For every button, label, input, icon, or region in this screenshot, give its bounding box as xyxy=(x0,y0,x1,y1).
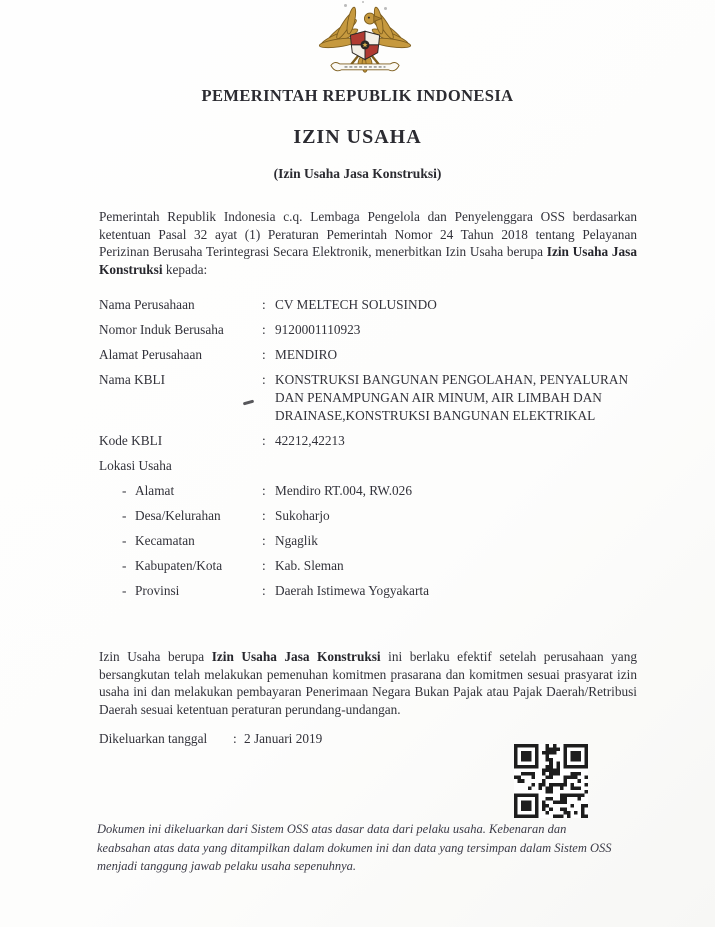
intro-text-post: kepada: xyxy=(162,261,208,277)
field-row-kode-kbli xyxy=(99,432,639,450)
list-dash: - xyxy=(122,483,127,498)
field-colon: : xyxy=(262,433,266,448)
field-colon: : xyxy=(233,731,237,746)
fields-section xyxy=(99,296,639,607)
closing-paragraph xyxy=(99,648,637,718)
issued-date-value: 2 Januari 2019 xyxy=(244,731,323,746)
field-row-nomor-induk-berusaha xyxy=(99,321,639,339)
field-value: KONSTRUKSI BANGUNAN PENGOLAHAN, PENYALURAN DAN PENAMPUNGAN AIR MINUM, AIR LIMBAH DAN DRAINASE,KONSTRUKSI BANGUNAN ELEKTRIKAL xyxy=(275,372,629,423)
field-value: Daerah Istimewa Yogyakarta xyxy=(275,583,429,598)
field-value: 9120001110923 xyxy=(275,322,361,337)
field-row-alamat-perusahaan xyxy=(99,346,639,364)
field-label: Alamat xyxy=(135,483,175,498)
field-colon: : xyxy=(262,583,266,598)
intro-text-bold: Izin Usaha Jasa Konstruksi xyxy=(99,244,637,277)
field-colon: : xyxy=(262,322,266,337)
scan-speck xyxy=(384,7,387,10)
field-colon: : xyxy=(262,372,266,387)
field-colon: : xyxy=(262,558,266,573)
field-label: Nama Perusahaan xyxy=(99,297,195,312)
field-value: Sukoharjo xyxy=(275,508,330,523)
field-value: Ngaglik xyxy=(275,533,318,548)
closing-text-pre: Izin Usaha berupa xyxy=(99,649,212,664)
government-header: PEMERINTAH REPUBLIK INDONESIA xyxy=(201,86,514,105)
field-label: Nomor Induk Berusaha xyxy=(99,322,224,337)
field-colon: : xyxy=(262,347,266,362)
list-dash: - xyxy=(122,558,127,573)
field-colon: : xyxy=(262,297,266,312)
field-value: 42212,42213 xyxy=(275,433,345,448)
location-section-label: Lokasi Usaha xyxy=(99,458,172,473)
closing-text-bold: Izin Usaha Jasa Konstruksi xyxy=(211,649,381,664)
garuda-pancasila-emblem xyxy=(318,2,412,80)
scan-speck xyxy=(362,1,364,3)
field-row-nama-perusahaan xyxy=(99,296,639,314)
list-dash: - xyxy=(122,508,127,523)
issued-date-row xyxy=(99,730,322,748)
document-subtitle: (Izin Usaha Jasa Konstruksi) xyxy=(273,166,442,181)
closing-text-post: ini berlaku efektif setelah perusahaan yang bersangkutan telah melakukan pemenuhan komitmen prasarana dan komitmen sesuai prasyarat izin usaha ini dan melakukan pembayaran Penerimaan Negara Bukan Pajak atau Pajak Daerah/Retribusi Daerah sesuai ketentuan peraturan perundang-undangan. xyxy=(99,649,637,717)
list-dash: - xyxy=(122,583,127,598)
field-value: MENDIRO xyxy=(275,347,338,362)
location-row-kabupaten-kota xyxy=(99,557,639,575)
location-row-alamat xyxy=(99,482,639,500)
location-row-desa-kelurahan xyxy=(99,507,639,525)
field-label: Alamat Perusahaan xyxy=(99,347,203,362)
field-row-nama-kbli xyxy=(99,371,639,425)
field-label: Kabupaten/Kota xyxy=(135,558,223,573)
field-label: Nama KBLI xyxy=(99,372,166,387)
field-value: Mendiro RT.004, RW.026 xyxy=(275,483,412,498)
location-row-provinsi xyxy=(99,582,639,600)
field-label: Desa/Kelurahan xyxy=(135,508,221,523)
field-value: CV MELTECH SOLUSINDO xyxy=(275,297,437,312)
field-label: Provinsi xyxy=(135,583,180,598)
qr-code xyxy=(514,744,588,818)
list-dash: - xyxy=(122,533,127,548)
footer-disclaimer: Dokumen ini dikeluarkan dari Sistem OSS atas dasar data dari pelaku usaha. Kebenaran dan keabsahan atas data yang ditampilkan dalam dokumen ini dan data yang tersimpan dalam Sistem OSS menjadi tanggung jawab pelaku usaha sepenuhnya. xyxy=(97,822,612,874)
field-label: Kecamatan xyxy=(135,533,195,548)
issued-date-label: Dikeluarkan tanggal xyxy=(99,731,208,746)
field-colon: : xyxy=(262,533,266,548)
intro-paragraph xyxy=(99,208,637,278)
document-title: IZIN USAHA xyxy=(293,126,422,148)
field-colon: : xyxy=(262,483,266,498)
location-row-kecamatan xyxy=(99,532,639,550)
field-value: Kab. Sleman xyxy=(275,558,344,573)
field-label: Kode KBLI xyxy=(99,433,163,448)
field-colon: : xyxy=(262,508,266,523)
intro-text-pre: Pemerintah Republik Indonesia c.q. Lembaga Pengelola dan Penyelenggara OSS berdasarkan ketentuan Pasal 32 ayat (1) Peraturan Pemerintah Nomor 24 Tahun 2018 tentang Pelayanan Perizinan Berusaha Terintegrasi Secara Elektronik, menerbitkan Izin Usaha berupa xyxy=(99,209,637,260)
scan-speck xyxy=(344,4,347,7)
